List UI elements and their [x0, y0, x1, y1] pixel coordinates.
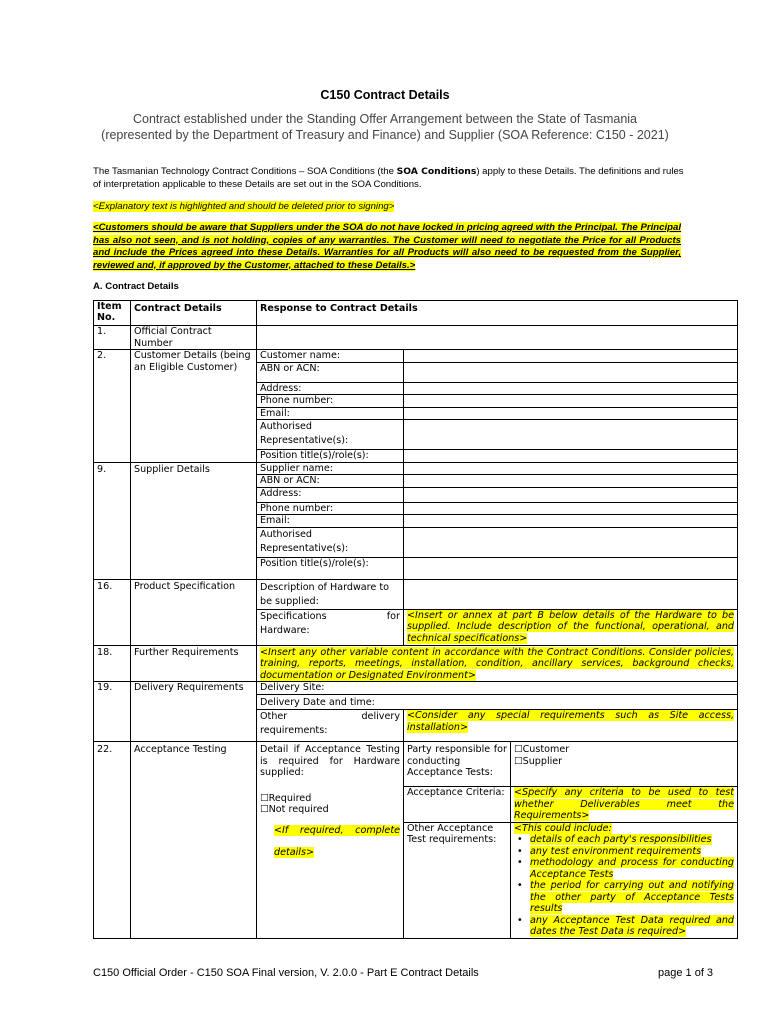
- customer-email-label: Email:: [257, 407, 404, 420]
- customer-address-field[interactable]: [404, 382, 738, 395]
- customer-name-field[interactable]: [404, 350, 738, 363]
- table-row: [94, 682, 738, 695]
- supplier-rep-label-line2: Representative(s):: [260, 542, 349, 554]
- supplier-address-label: Address:: [257, 487, 404, 502]
- acceptance-detail-text: Detail if Acceptance Testing is required for Hardware supplied:: [260, 744, 400, 778]
- further-requirements-hint: <Insert any other variable content in accordance with the Contract Conditions. Consider policies, training, reports, meetings, installation, condition, ancillary services, background checks, documentation or Designated Environment>: [260, 646, 735, 681]
- row-18-no: 18.: [94, 645, 131, 682]
- customer-email-field[interactable]: [404, 407, 738, 420]
- supplier-position-label: Position title(s)/role(s):: [257, 557, 404, 579]
- page-subtitle: Contract established under the Standing Offer Arrangement between the State of Tasmania (represented by the Department of Treasury and Finance) and Supplier (SOA Reference: C150 - 2021): [101, 112, 669, 142]
- row-1-no: 1.: [94, 326, 131, 350]
- customer-abn-label: ABN or ACN:: [257, 362, 404, 382]
- customer-name-label: Customer name:: [257, 350, 404, 363]
- other-delivery-word1: Other: [260, 711, 288, 722]
- supplier-rep-label-line1: Authorised: [260, 528, 312, 540]
- supplier-email-label: Email:: [257, 515, 404, 528]
- explanatory-note: [93, 201, 394, 213]
- other-acceptance-hint: <This could include:: [514, 822, 612, 834]
- contract-details-table: [93, 300, 738, 939]
- customer-warning-text: <Customers should be aware that Suppliers under the SOA do not have locked in pricing agreed with the Principal. The Principal has also not seen, and is not holding, copies of any warranties. The Customer will need to negotiate the Price for all Products and include the Prices agreed into these Details. Warranties for all Products will also need to be requested from the Supplier, reviewed and, if approved by the Customer, attached to these Details.>: [93, 222, 681, 271]
- acceptance-criteria-field[interactable]: [511, 787, 738, 823]
- other-delivery-hint: <Consider any special requirements such as Site access, installation>: [407, 710, 735, 733]
- other-delivery-word3: requirements:: [260, 725, 328, 736]
- hardware-description-field[interactable]: [404, 579, 738, 609]
- footer-page-number: page 1 of 3: [658, 967, 714, 979]
- customer-rep-label-line1: Authorised: [260, 421, 312, 432]
- section-a-heading: A. Contract Details: [93, 281, 179, 292]
- other-acceptance-field[interactable]: [511, 822, 738, 938]
- list-item-text: details of each party's responsibilities: [530, 834, 712, 845]
- customer-rep-label: [257, 420, 404, 450]
- supplier-address-field[interactable]: [404, 487, 738, 502]
- customer-phone-label: Phone number:: [257, 395, 404, 408]
- hardware-spec-label: [257, 609, 404, 645]
- supplier-phone-field[interactable]: [404, 502, 738, 515]
- customer-abn-field[interactable]: [404, 362, 738, 382]
- list-item: [530, 880, 734, 915]
- table-row: [94, 326, 738, 350]
- footer-document-info: C150 Official Order - C150 SOA Final version, V. 2.0.0 - Part E Contract Details: [93, 967, 479, 979]
- list-item: [530, 834, 734, 846]
- customer-rep-label-line2: Representative(s):: [260, 435, 349, 446]
- supplier-abn-field[interactable]: [404, 475, 738, 488]
- header-contract-details: Contract Details: [131, 301, 257, 326]
- row-1-response[interactable]: [257, 326, 738, 350]
- hardware-spec-label-word1: Specifications: [260, 610, 327, 622]
- row-19-label: Delivery Requirements: [131, 682, 257, 742]
- row-19-no: 19.: [94, 682, 131, 742]
- supplier-abn-label: ABN or ACN:: [257, 475, 404, 488]
- row-16-no: 16.: [94, 579, 131, 645]
- list-item: [530, 915, 734, 938]
- supplier-name-field[interactable]: [404, 462, 738, 475]
- delivery-date-label[interactable]: Delivery Date and time:: [257, 695, 738, 710]
- acceptance-criteria-label: Acceptance Criteria:: [404, 787, 511, 823]
- further-requirements-field[interactable]: [257, 645, 738, 682]
- intro-text-start: The Tasmanian Technology Contract Conditions – SOA Conditions (the: [93, 166, 397, 177]
- hardware-spec-label-word3: Hardware:: [260, 624, 310, 636]
- not-required-checkbox[interactable]: ☐Not required: [260, 804, 329, 815]
- supplier-checkbox[interactable]: ☐Supplier: [514, 755, 563, 767]
- row-18-label: Further Requirements: [131, 645, 257, 682]
- hardware-spec-hint: <Insert or annex at part B below details of the Hardware to be supplied. Include description of the functional, operational, and technical specifications>: [407, 609, 735, 644]
- other-delivery-word2: delivery: [361, 711, 400, 722]
- page-title: C150 Contract Details: [320, 88, 450, 102]
- row-2-no: 2.: [94, 350, 131, 463]
- list-item: [530, 857, 734, 880]
- supplier-position-field[interactable]: [404, 557, 738, 579]
- customer-address-label: Address:: [257, 382, 404, 395]
- intro-text-end: ) apply to these Details. The definitions and rules of interpretation applicable to these Details are set out in the SOA Conditions.: [93, 166, 684, 190]
- list-item-text: the period for carrying out and notifying the other party of Acceptance Tests results: [530, 880, 735, 914]
- acceptance-detail-cell: [257, 742, 404, 939]
- list-item-text: methodology and process for conducting Acceptance Tests: [530, 857, 735, 880]
- row-22-no: 22.: [94, 742, 131, 939]
- row-9-label: Supplier Details: [131, 462, 257, 579]
- table-header-row: [94, 301, 738, 326]
- header-item-no: Item No.: [94, 301, 131, 326]
- table-row: [94, 645, 738, 682]
- row-2-label: Customer Details (being an Eligible Customer): [131, 350, 257, 463]
- supplier-name-label: Supplier name:: [257, 462, 404, 475]
- acceptance-detail-hint: <If required, complete details>: [274, 824, 400, 858]
- supplier-rep-label: [257, 527, 404, 557]
- required-checkbox[interactable]: ☐Required: [260, 792, 312, 804]
- list-item-text: any test environment requirements: [530, 845, 702, 857]
- row-22-label: Acceptance Testing: [131, 742, 257, 939]
- other-acceptance-label: Other Acceptance Test requirements:: [404, 822, 511, 938]
- customer-position-field[interactable]: [404, 450, 738, 463]
- acceptance-criteria-hint: <Specify any criteria to be used to test whether Deliverables meet the Requirements>: [514, 787, 735, 821]
- list-item-text: any Acceptance Test Data required and dates the Test Data is required>: [530, 914, 735, 937]
- delivery-site-label[interactable]: Delivery Site:: [257, 682, 738, 695]
- header-response: Response to Contract Details: [257, 301, 738, 326]
- list-item: [530, 846, 734, 858]
- customer-warning: [93, 222, 681, 272]
- supplier-email-field[interactable]: [404, 515, 738, 528]
- other-delivery-field[interactable]: [404, 710, 738, 742]
- row-1-label: Official Contract Number: [131, 326, 257, 350]
- table-row: [94, 350, 738, 363]
- intro-paragraph: [93, 166, 693, 191]
- other-acceptance-list: [514, 834, 734, 938]
- party-responsible-options: [511, 742, 738, 787]
- party-responsible-label: Party responsible for conducting Acceptance Tests:: [404, 742, 511, 787]
- hardware-spec-label-word2: for: [386, 610, 400, 622]
- customer-phone-field[interactable]: [404, 395, 738, 408]
- table-row: [94, 742, 738, 787]
- supplier-rep-field[interactable]: [404, 527, 738, 557]
- hardware-description-label: Description of Hardware to be supplied:: [257, 579, 404, 609]
- customer-position-label: Position title(s)/role(s):: [257, 450, 404, 463]
- hardware-spec-field[interactable]: [404, 609, 738, 645]
- row-16-label: Product Specification: [131, 579, 257, 645]
- table-row: [94, 579, 738, 609]
- supplier-phone-label: Phone number:: [257, 502, 404, 515]
- customer-rep-field[interactable]: [404, 420, 738, 450]
- row-9-no: 9.: [94, 462, 131, 579]
- intro-bold-term: SOA Conditions: [396, 166, 477, 177]
- explanatory-text: <Explanatory text is highlighted and should be deleted prior to signing>: [93, 201, 395, 212]
- other-delivery-label: [257, 710, 404, 742]
- table-row: [94, 462, 738, 475]
- customer-checkbox[interactable]: ☐Customer: [514, 744, 570, 755]
